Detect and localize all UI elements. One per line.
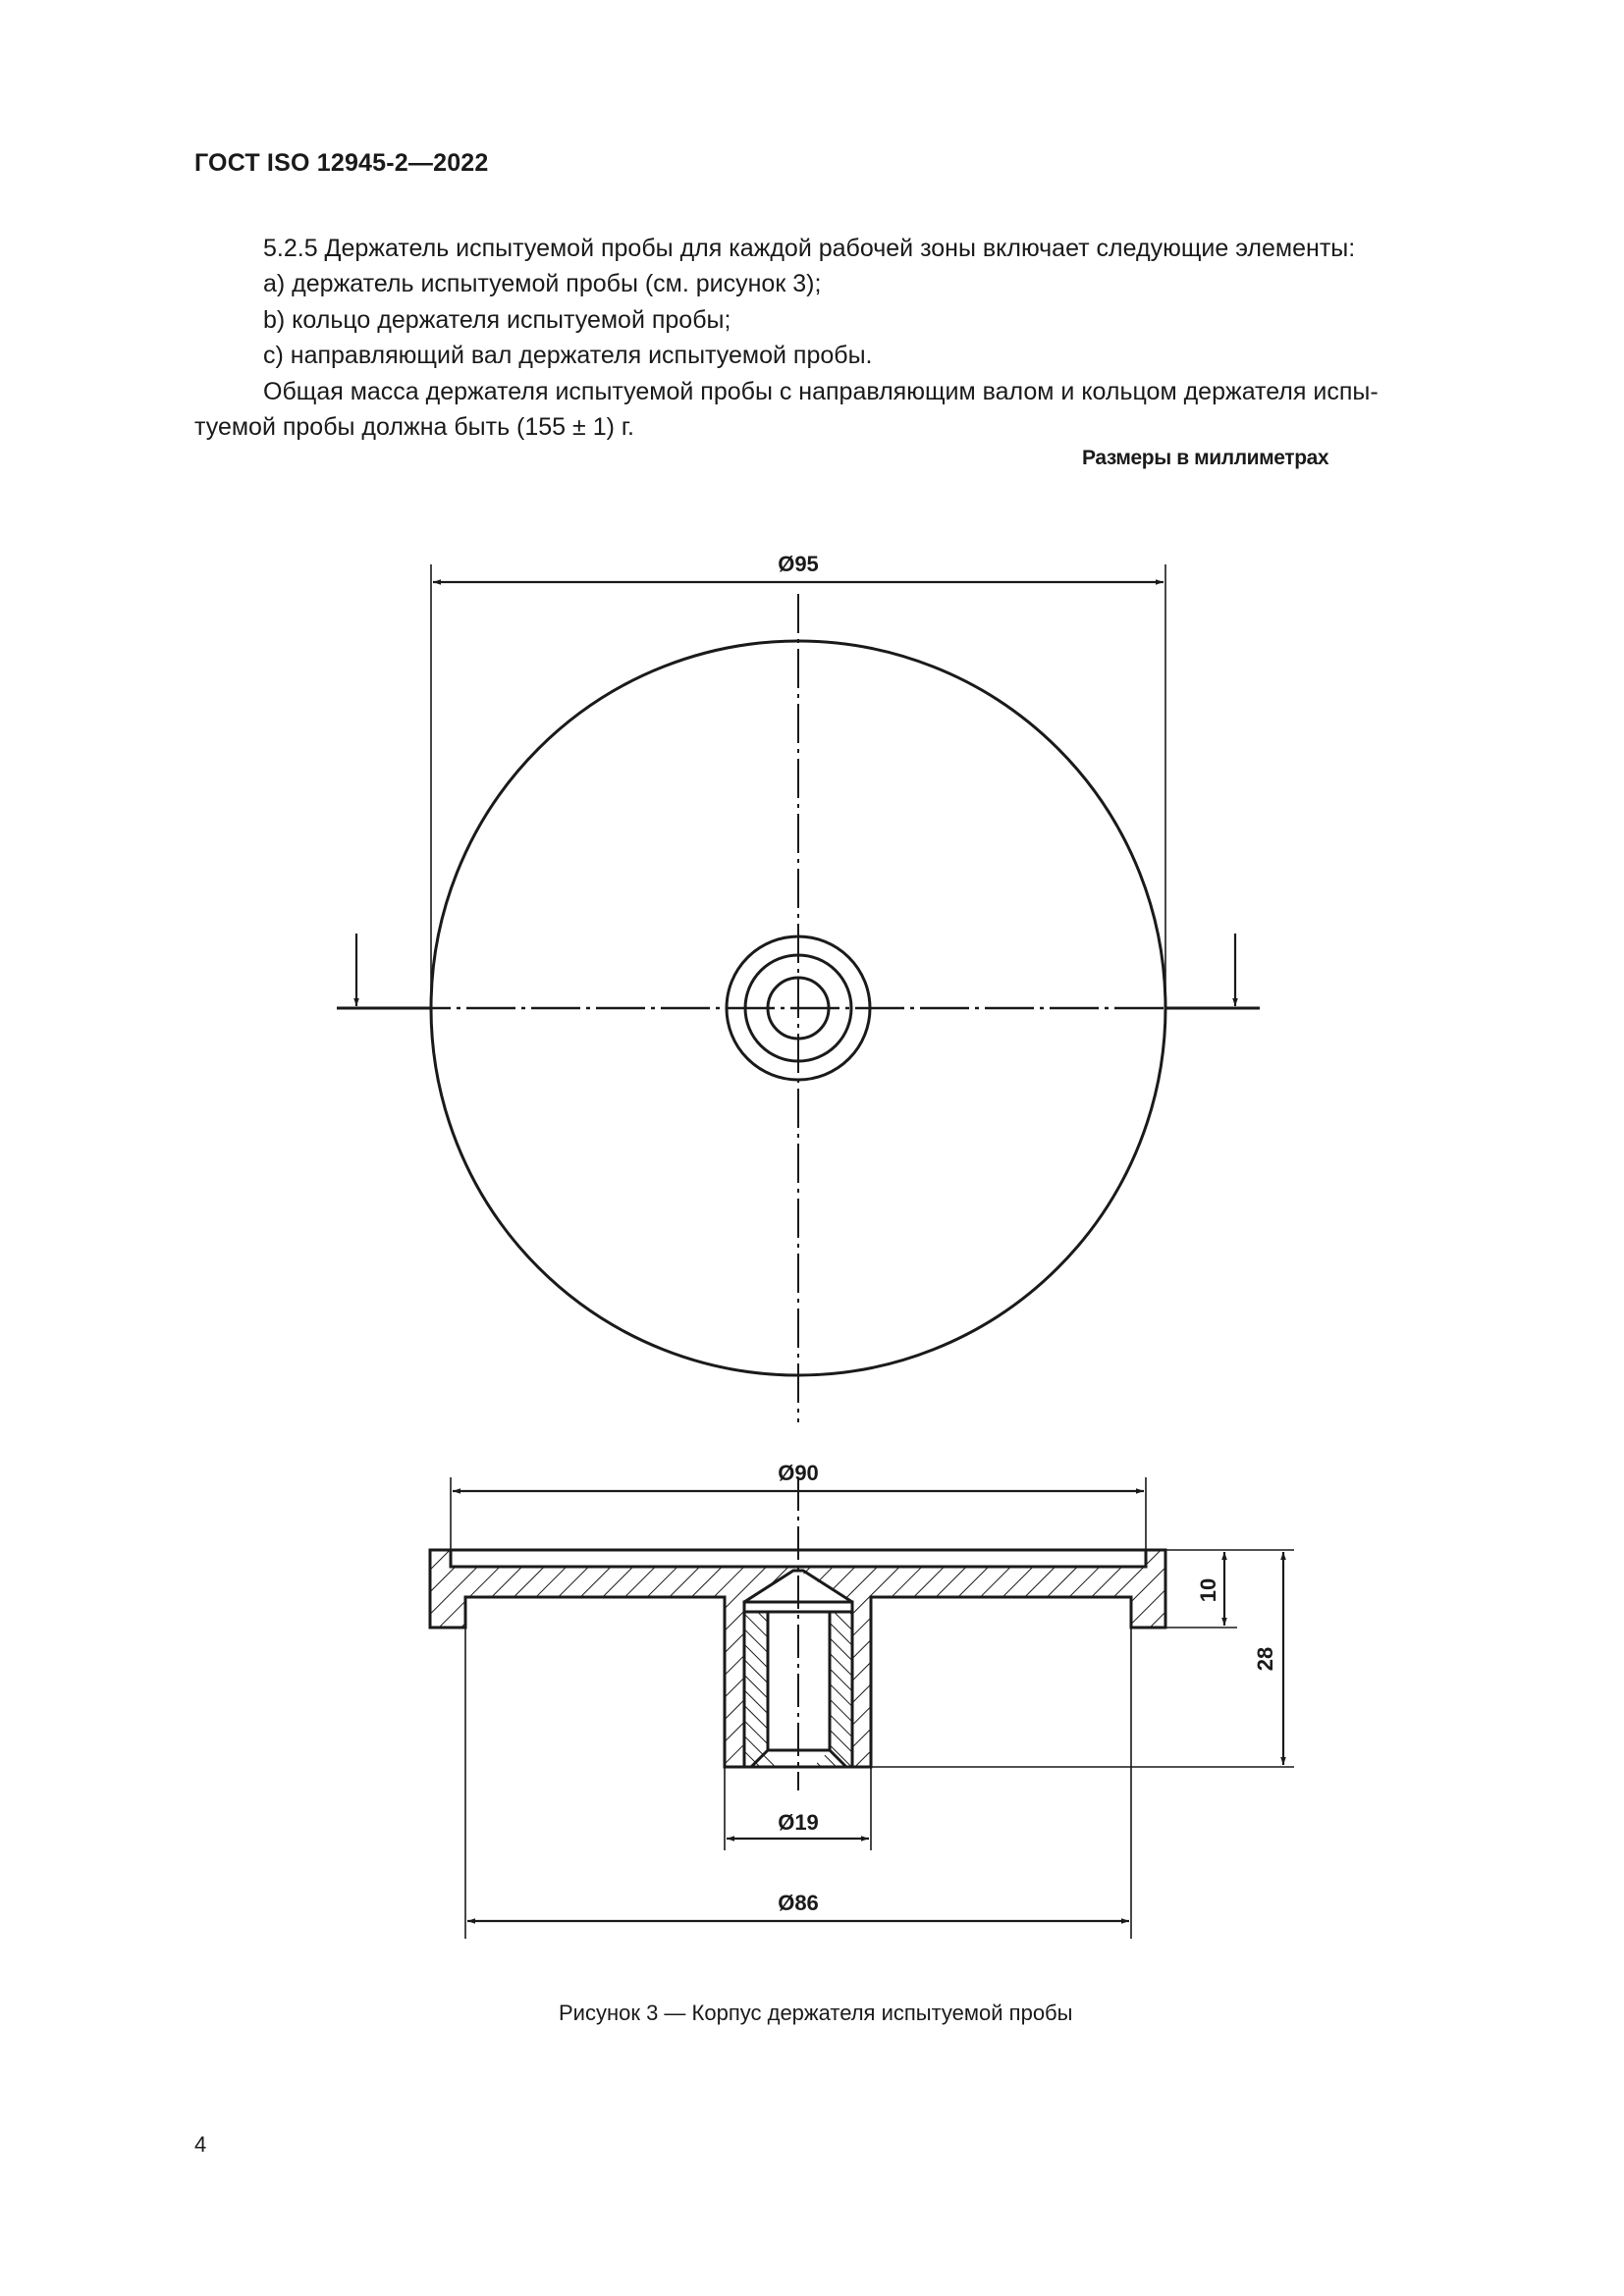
dimension-label-d90: Ø90	[778, 1461, 819, 1485]
dimension-label-10: 10	[1196, 1577, 1220, 1603]
document-header: ГОСТ ISO 12945-2—2022	[194, 149, 489, 177]
section-view	[430, 1461, 1294, 1939]
paragraph-line: 5.2.5 Держатель испытуемой пробы для каждой рабочей зоны включает следующие элементы:	[263, 235, 1356, 262]
top-view	[337, 552, 1260, 1422]
list-item-b: b) кольцо держателя испытуемой пробы;	[263, 306, 731, 334]
page-number: 4	[194, 2132, 207, 2157]
figure-caption: Рисунок 3 — Корпус держателя испытуемой пробы	[559, 2001, 1073, 2025]
list-item-a: a) держатель испытуемой пробы (см. рисунок 3);	[263, 270, 822, 297]
paragraph-line: Общая масса держателя испытуемой пробы с направляющим валом и кольцом держателя испы-	[263, 378, 1379, 405]
dimension-label-28: 28	[1253, 1646, 1277, 1672]
dimension-label-d95: Ø95	[778, 552, 819, 576]
dimension-label-d86: Ø86	[778, 1891, 819, 1915]
dimension-label-d19: Ø19	[778, 1810, 819, 1835]
list-item-c: c) направляющий вал держателя испытуемой пробы.	[263, 342, 873, 369]
paragraph-line: туемой пробы должна быть (155 ± 1) г.	[194, 413, 634, 441]
units-note: Размеры в миллиметрах	[1082, 447, 1329, 469]
